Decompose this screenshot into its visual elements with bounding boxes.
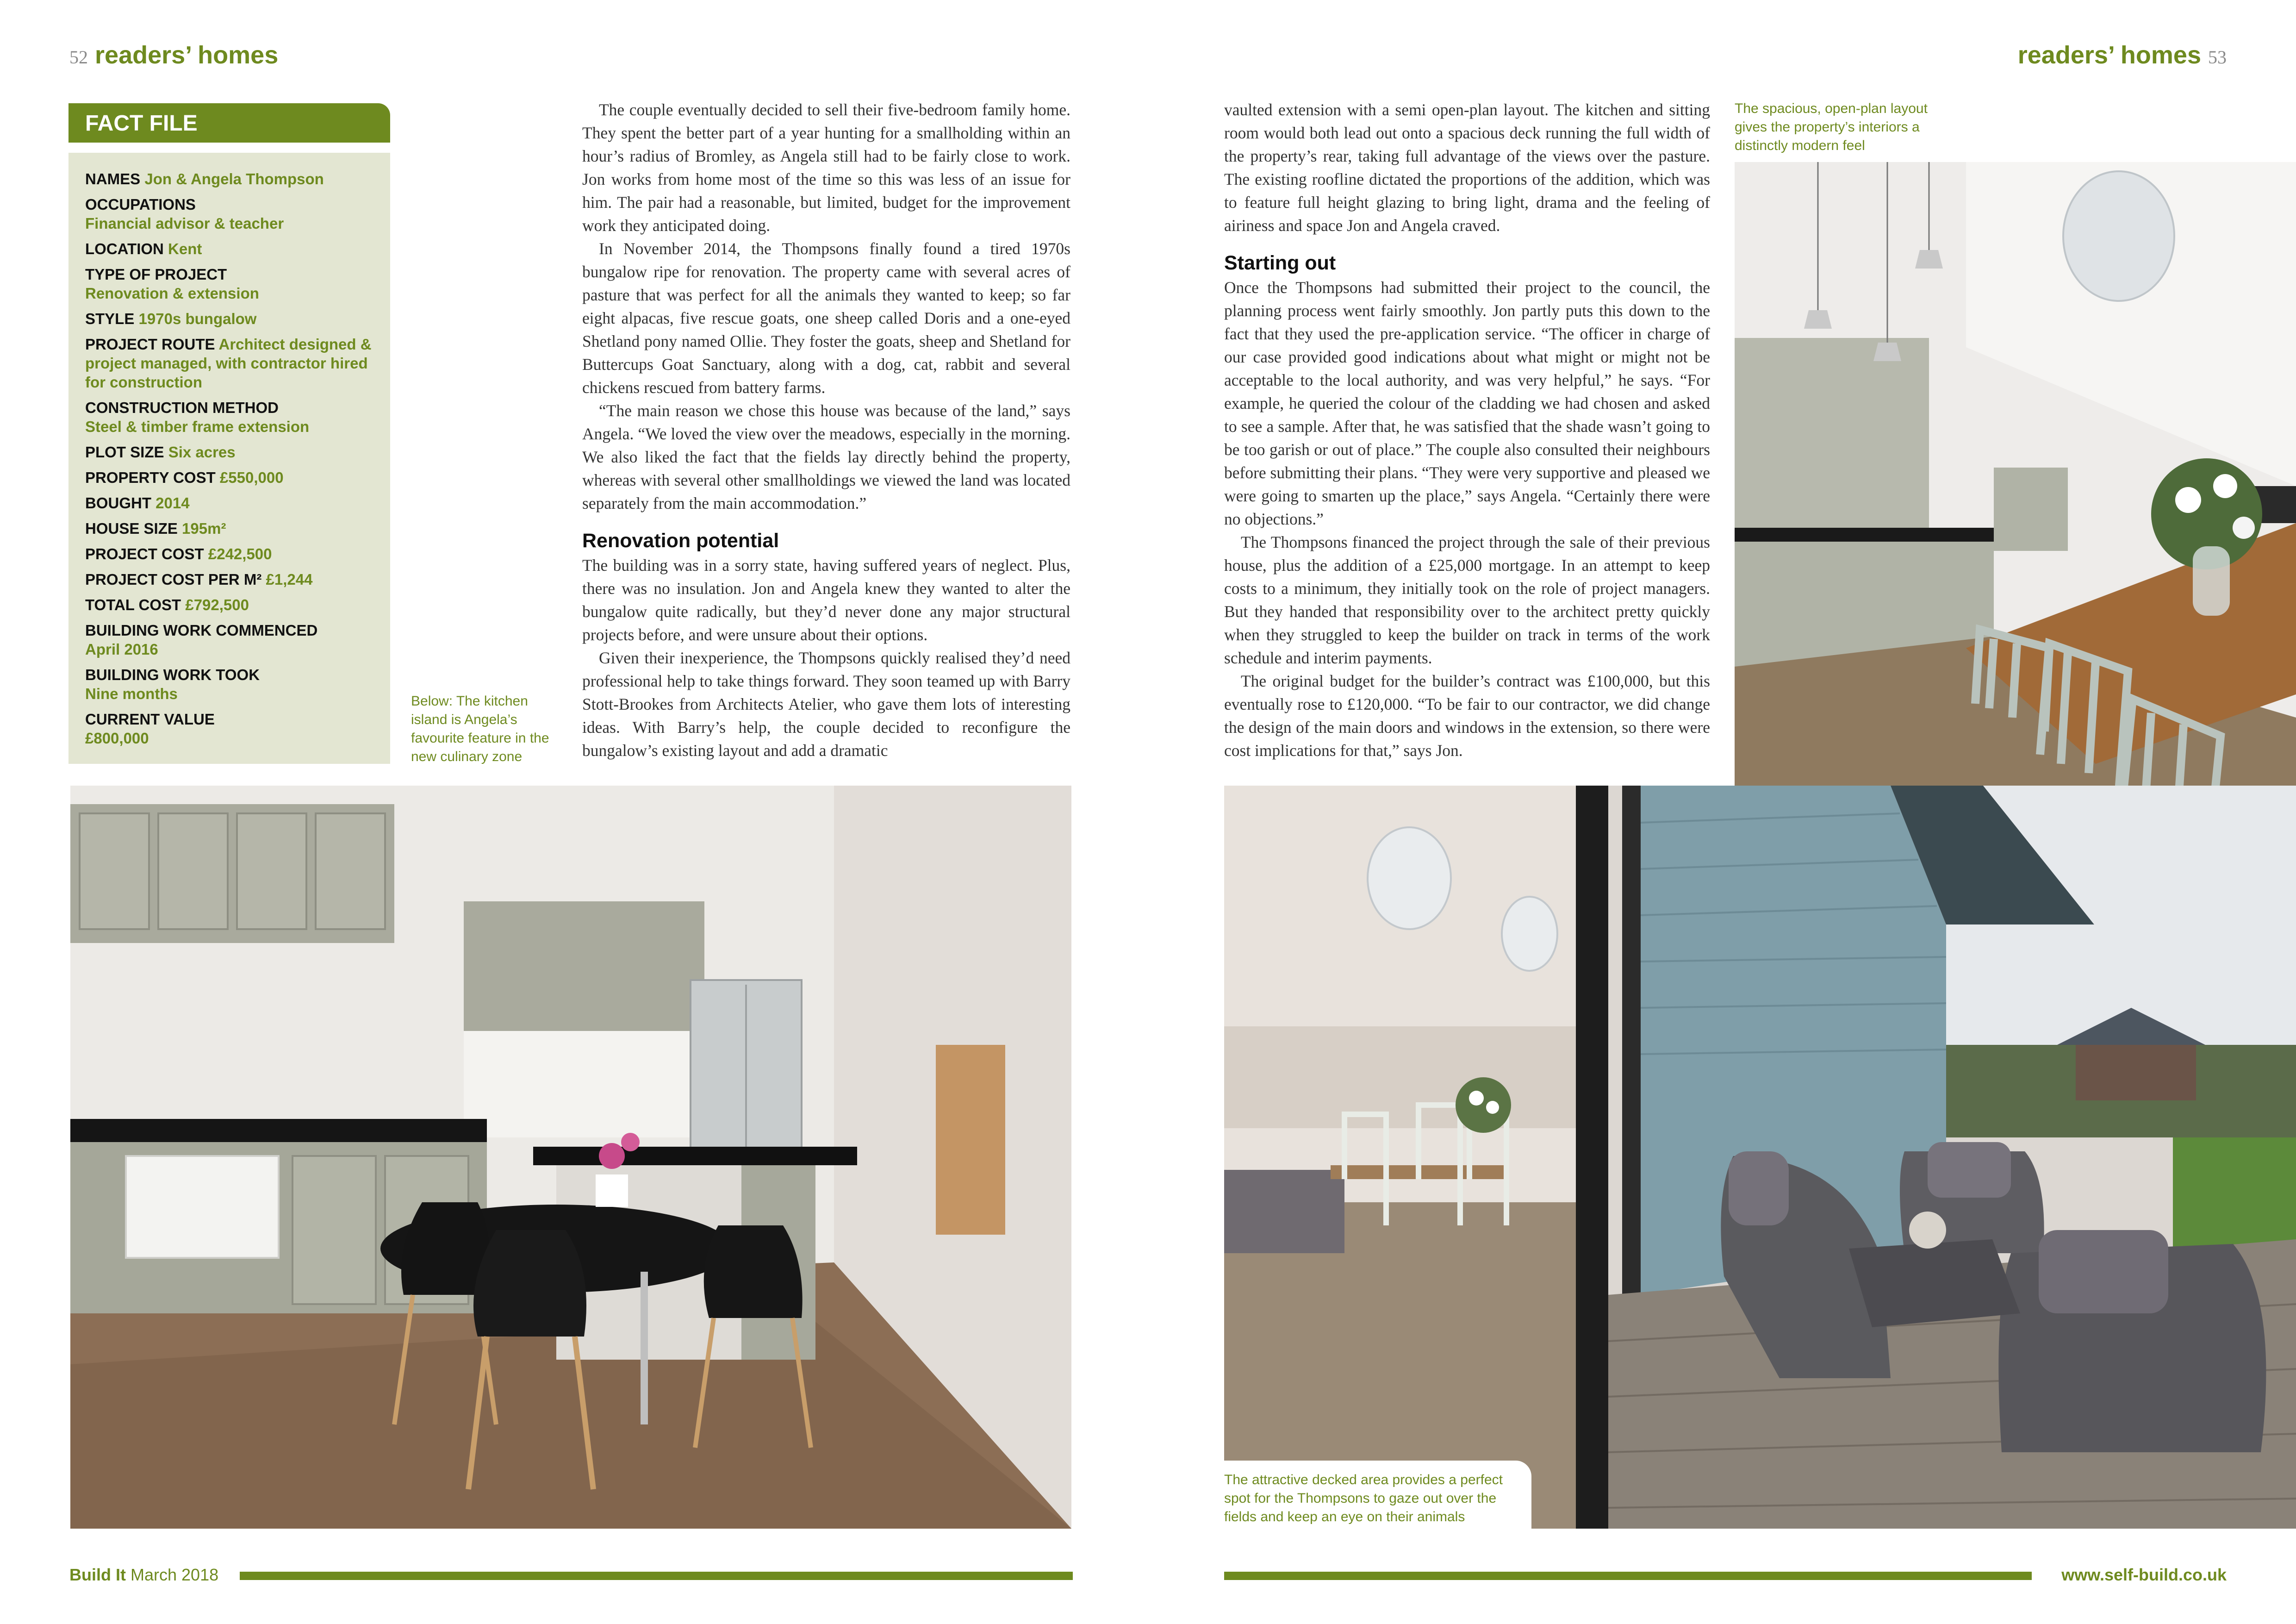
fact-label: LOCATION xyxy=(85,240,164,257)
fact-file-list xyxy=(85,169,381,748)
body-paragraph: The couple eventually decided to sell their five-bedroom family home. They spent the better part of a year hunting for a smallholding within an hour’s radius of Bromley, as Angela still had to be fairly close to work. Jon works from home most of the time so this was less of an issue for him. The pair had a reasonable, but limited, budget for the improvement work they anticipated doing. xyxy=(582,100,1070,235)
section-heading: Starting out xyxy=(1224,252,1336,274)
right-section-title: readers’ homes xyxy=(2017,41,2201,69)
fact-label: BUILDING WORK COMMENCED xyxy=(85,622,318,639)
left-section-title: readers’ homes xyxy=(95,41,279,69)
fact-label: PROPERTY COST xyxy=(85,469,216,486)
kitchen-photo-caption: Below: The kitchen island is Angela’s favourite feature in the new culinary zone xyxy=(411,693,549,764)
body-paragraph: The original budget for the builder’s contract was £100,000, but this eventually rose to £120,000. “To be fair to our contractor, we did change the design of the main doors and windows in the extension, so there were cost implications for that,” says Jon. xyxy=(1224,672,1710,760)
fact-value: £792,500 xyxy=(185,596,249,613)
fact-label: TOTAL COST xyxy=(85,596,181,613)
fact-label: CONSTRUCTION METHOD xyxy=(85,399,279,416)
fact-file-item xyxy=(85,443,381,462)
footer-left-rule xyxy=(240,1572,1073,1580)
fact-label: STYLE xyxy=(85,310,135,327)
right-page-number: 53 xyxy=(2208,47,2227,68)
section-heading: Renovation potential xyxy=(582,530,779,552)
kitchen-photo xyxy=(70,786,1071,1529)
fact-value: £242,500 xyxy=(208,545,272,562)
left-page-header xyxy=(69,41,278,69)
body-paragraph: vaulted extension with a semi open-plan layout. The kitchen and sitting room would both lead out onto a spacious deck running the full width of the property’s rear, taking full advantage of the views over the pasture. The existing roofline dictated the proportions of the addition, which was to feature full height glazing to bring light, drama and the feeling of airiness and space Jon and Angela craved. xyxy=(1224,100,1710,235)
body-paragraph: In November 2014, the Thompsons finally found a tired 1970s bungalow ripe for renovation. The property came with several acres of pasture that was perfect for all the animals they wanted to keep; so far eight alpacas, five rescue goats, one sheep called Doris and a one-eyed Shetland pony named Ollie. They foster the goats, sheep and Shetland for Buttercups Goat Sanctuary, along with a dog, cat, rabbit and several chickens rescued from battery farms. xyxy=(582,239,1070,397)
fact-label: PROJECT ROUTE xyxy=(85,336,215,353)
fact-file-item xyxy=(85,621,381,659)
fact-file-item xyxy=(85,665,381,703)
fact-file-item xyxy=(85,544,381,563)
fact-file-item xyxy=(85,265,381,303)
article-column-1 xyxy=(582,98,1070,762)
body-paragraph: The Thompsons financed the project through the sale of their previous house, plus the addition of a £25,000 mortgage. In an attempt to keep costs to a minimum, they initially took on the role of project managers. But they handed that responsibility over to the architect pretty quickly when they struggled to keep the builder on track in terms of the work schedule and interim payments. xyxy=(1224,533,1710,667)
fact-value: April 2016 xyxy=(85,641,158,658)
body-paragraph: Given their inexperience, the Thompsons quickly realised they’d need professional help to take things forward. They soon teamed up with Barry Stott-Brookes from Architects Atelier, who gave them lots of interesting ideas. With Barry’s help, the couple decided to reconfigure the bungalow’s existing layout and add a dramatic xyxy=(582,649,1070,760)
fact-value: 2014 xyxy=(156,494,190,512)
fact-file-header xyxy=(68,103,390,143)
body-paragraph: “The main reason we chose this house was because of the land,” says Angela. “We loved the view over the meadows, especially in the morning. We also liked the fact that the fields lay directly behind the property, whereas with several other smallholdings we viewed the land was located separately from the main accommodation.” xyxy=(582,401,1070,512)
fact-value: £800,000 xyxy=(85,730,149,747)
fact-value: £1,244 xyxy=(266,571,313,588)
footer-right-rule xyxy=(1224,1572,2032,1580)
fact-file-item xyxy=(85,195,381,233)
fact-label: PROJECT COST PER M² xyxy=(85,571,262,588)
right-page-header xyxy=(2018,41,2227,69)
fact-label: CURRENT VALUE xyxy=(85,711,215,728)
fact-label: PLOT SIZE xyxy=(85,443,164,461)
deck-photo-caption: The attractive decked area provides a perfect spot for the Thompsons to gaze out over the fields and keep an eye on their animals xyxy=(1224,1461,1531,1535)
fact-value: Jon & Angela Thompson xyxy=(144,170,324,187)
fact-label: NAMES xyxy=(85,170,141,187)
fact-file-item xyxy=(85,468,381,487)
fact-value: Architect designed & project managed, with contractor hired for construction xyxy=(85,336,372,391)
fact-value: Financial advisor & teacher xyxy=(85,215,284,232)
left-page-number: 52 xyxy=(69,47,88,68)
fact-value: Nine months xyxy=(85,685,178,702)
fact-file-panel xyxy=(68,153,390,764)
fact-file-item xyxy=(85,239,381,258)
footer-brand: Build It xyxy=(69,1565,126,1584)
fact-file-item xyxy=(85,398,381,436)
fact-file-item xyxy=(85,169,381,188)
fact-file-item xyxy=(85,335,381,392)
fact-label: BOUGHT xyxy=(85,494,151,512)
fact-file-item xyxy=(85,570,381,589)
body-paragraph: Once the Thompsons had submitted their project to the council, the planning process went fairly smoothly. Jon partly puts this down to the fact that they used the pre-application service. “The officer in charge of our case provided good indications about what might or might not be acceptable to the local authority, and was very helpful,” he says. “For example, he queried the colour of the cladding we had chosen and asked to see a sample. After that, he was satisfied that the shade wasn’t going to be too garish or out of place.” The couple also consulted their neighbours before submitting their plans. “They were very supportive and pleased we were going to smarten up the place,” says Angela. “Certainly there were no objections.” xyxy=(1224,278,1710,528)
fact-value: Renovation & extension xyxy=(85,285,259,302)
fact-value: Six acres xyxy=(168,443,236,461)
footer-issue: March 2018 xyxy=(131,1565,219,1584)
fact-file-item xyxy=(85,710,381,748)
footer-website[interactable]: www.self-build.co.uk xyxy=(2061,1565,2227,1584)
fact-value: 195m² xyxy=(182,520,226,537)
fact-label: HOUSE SIZE xyxy=(85,520,178,537)
fact-file-title: FACT FILE xyxy=(85,111,198,136)
fact-file-item xyxy=(85,493,381,512)
fact-file-item xyxy=(85,519,381,538)
fact-value: Kent xyxy=(168,240,202,257)
deck-photo xyxy=(1224,786,2296,1529)
fact-label: BUILDING WORK TOOK xyxy=(85,666,260,683)
fact-file-item xyxy=(85,595,381,614)
dining-photo-caption: The spacious, open-plan layout gives the property’s interiors a distinctly modern feel xyxy=(1735,101,1928,153)
footer-left xyxy=(69,1565,218,1585)
fact-value: Steel & timber frame extension xyxy=(85,418,310,435)
body-paragraph: The building was in a sorry state, having suffered years of neglect. Plus, there was no insulation. Jon and Angela knew they wanted to alter the bungalow quite radically, but they’d never done any major structural projects before, and were unsure about their options. xyxy=(582,556,1070,644)
fact-label: PROJECT COST xyxy=(85,545,204,562)
fact-label: TYPE OF PROJECT xyxy=(85,266,227,283)
fact-label: OCCUPATIONS xyxy=(85,196,196,213)
fact-file-item xyxy=(85,309,381,328)
fact-value: £550,000 xyxy=(219,469,284,486)
fact-value: 1970s bungalow xyxy=(138,310,257,327)
article-column-2 xyxy=(1224,98,1710,762)
